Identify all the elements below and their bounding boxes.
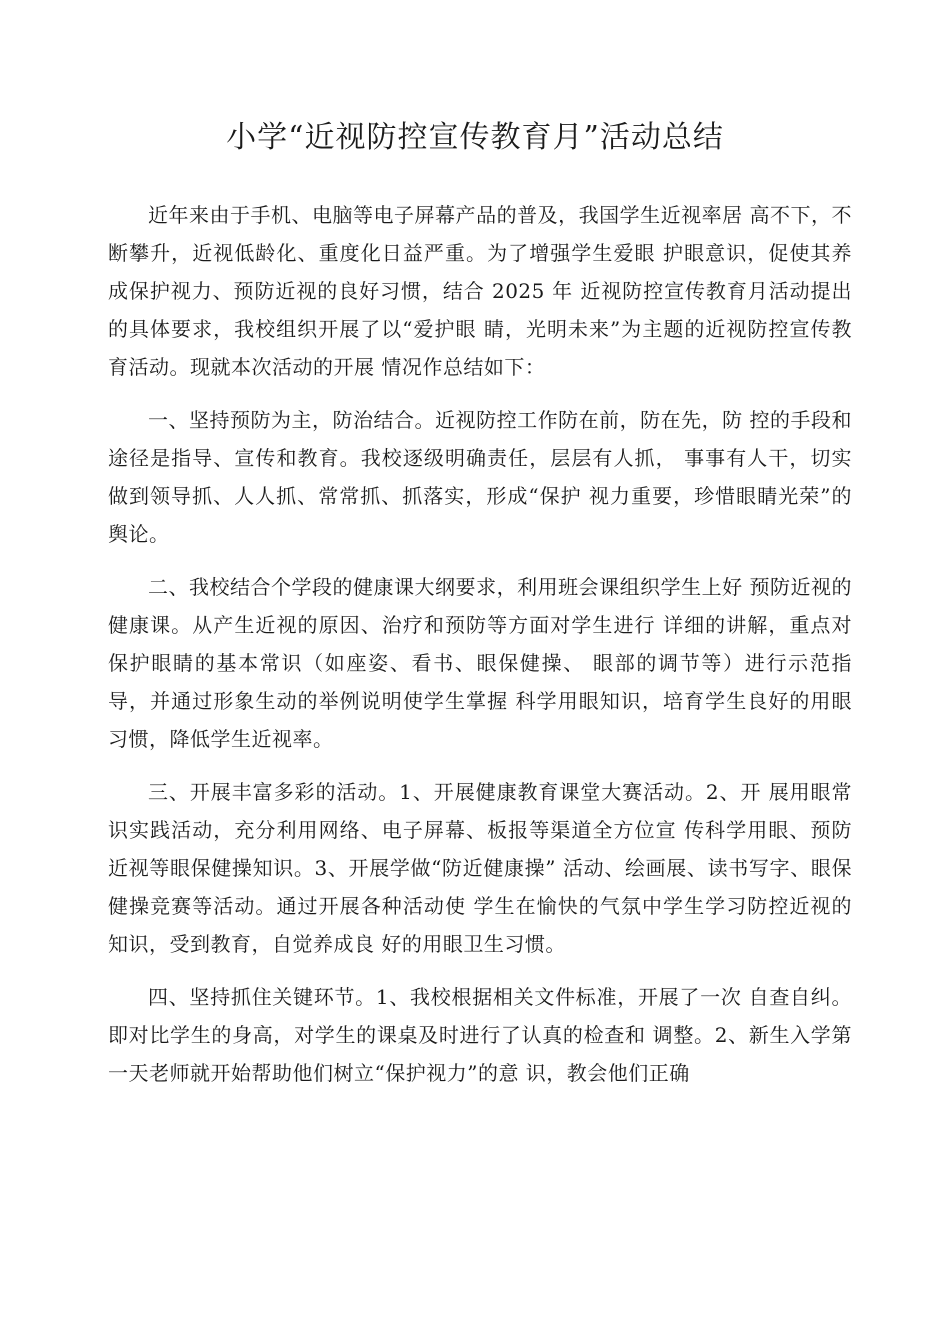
paragraph-section-3: 三、开展丰富多彩的活动。1、开展健康教育课堂大赛活动。2、开 展用眼常识实践活动，充分利用网络、电子屏幕、板报等渠道全方位宣 传科学用眼、预防近视等眼保健操知识。3、开展学做“防近健康操” 活动、绘画展、读书写字、眼保健操竞赛等活动。通过开展各种活动使 学生在愉快的气氛中学生学习防控近视的知识，受到教育，自觉养成良 好的用眼卫生习惯。: [108, 780, 852, 956]
paragraph-section-2: 二、我校结合个学段的健康课大纲要求，利用班会课组织学生上好 预防近视的健康课。从产生近视的原因、治疗和预防等方面对学生进行 详细的讲解，重点对保护眼睛的基本常识（如座姿、看书、眼保健操、 眼部的调节等）进行示范指导，并通过形象生动的举例说明使学生掌握 科学用眼知识，培育学生良好的用眼习惯，降低学生近视率。: [108, 575, 852, 751]
paragraph-section-4: 四、坚持抓住关键环节。1、我校根据相关文件标准，开展了一次 自查自纠。即对比学生的身高，对学生的课桌及时进行了认真的检查和 调整。2、新生入学第一天老师就开始帮助他们树立“保护视力”的意 识，教会他们正确: [108, 985, 852, 1085]
document-body: [108, 196, 852, 1107]
paragraph-section-1: 一、坚持预防为主，防治结合。近视防控工作防在前，防在先，防 控的手段和途径是指导、宣传和教育。我校逐级明确责任，层层有人抓， 事事有人干，切实做到领导抓、人人抓、常常抓、抓落实，形成“保护 视力重要，珍惜眼睛光荣”的舆论。: [108, 408, 852, 546]
document-title: 小学“近视防控宣传教育月”活动总结: [226, 120, 724, 155]
paragraph-intro: 近年来由于手机、电脑等电子屏幕产品的普及，我国学生近视率居 高不下，不断攀升，近视低龄化、重度化日益严重。为了增强学生爱眼 护眼意识，促使其养成保护视力、预防近视的良好习惯，结合 2025 年 近视防控宣传教育月活动提出的具体要求，我校组织开展了以“爱护眼 睛，光明未来”为主题的近视防控宣传教育活动。现就本次活动的开展 情况作总结如下：: [108, 203, 852, 379]
